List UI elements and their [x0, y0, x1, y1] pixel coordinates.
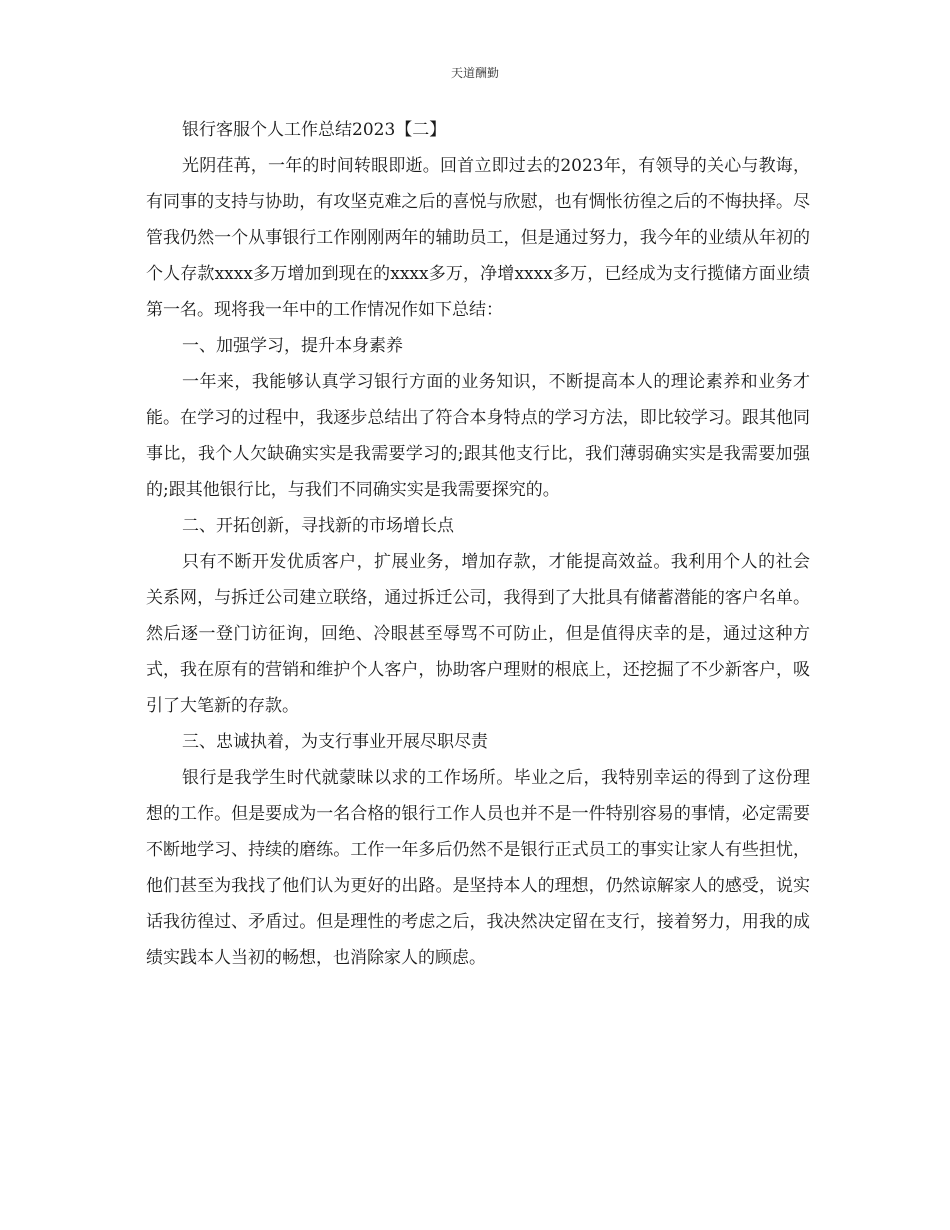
page-header: 天道酬勤	[450, 66, 499, 80]
intro-paragraph: 光阴荏苒，一年的时间转眼即逝。回首立即过去的2023年，有领导的关心与教诲，有同事的支持与协助，有攻坚克难之后的喜悦与欣慰，也有惆怅彷徨之后的不悔抉择。尽管我仍然一个从事银行工作刚刚两年的辅助员工，但是通过努力，我今年的业绩从年初的个人存款xxxx多万增加到现在的xxxx多万，净增xxxx多万，已经成为支行揽储方面业绩第一名。现将我一年中的工作情况作如下总结：	[146, 156, 810, 320]
section-heading-3: 三、忠诚执着，为支行事业开展尽职尽责	[182, 732, 488, 752]
document-body	[146, 112, 810, 976]
section-body-1: 一年来，我能够认真学习银行方面的业务知识，不断提高本人的理论素养和业务才能。在学习的过程中，我逐步总结出了符合本身特点的学习方法，即比较学习。跟其他同事比，我个人欠缺确实实是我需要学习的;跟其他支行比，我们薄弱确实实是我需要加强的;跟其他银行比，与我们不同确实实是我需要探究的。	[146, 372, 810, 500]
section-heading-2: 二、开拓创新，寻找新的市场增长点	[182, 516, 454, 536]
section-body-3: 银行是我学生时代就蒙昧以求的工作场所。毕业之后，我特别幸运的得到了这份理想的工作。但是要成为一名合格的银行工作人员也并不是一件特别容易的事情，必定需要不断地学习、持续的磨练。工作一年多后仍然不是银行正式员工的事实让家人有些担忧，他们甚至为我找了他们认为更好的出路。是坚持本人的理想，仍然谅解家人的感受，说实话我彷徨过、矛盾过。但是理性的考虑之后，我决然决定留在支行，接着努力，用我的成绩实践本人当初的畅想，也消除家人的顾虑。	[146, 768, 810, 968]
document-title: 银行客服个人工作总结2023【二】	[182, 120, 447, 140]
section-heading-1: 一、加强学习，提升本身素养	[182, 336, 403, 356]
section-body-2: 只有不断开发优质客户，扩展业务，增加存款，才能提高效益。我利用个人的社会关系网，与拆迁公司建立联络，通过拆迁公司，我得到了大批具有储蓄潜能的客户名单。然后逐一登门访征询，回绝、冷眼甚至辱骂不可防止，但是值得庆幸的是，通过这种方式，我在原有的营销和维护个人客户，协助客户理财的根底上，还挖掘了不少新客户，吸引了大笔新的存款。	[146, 552, 810, 716]
